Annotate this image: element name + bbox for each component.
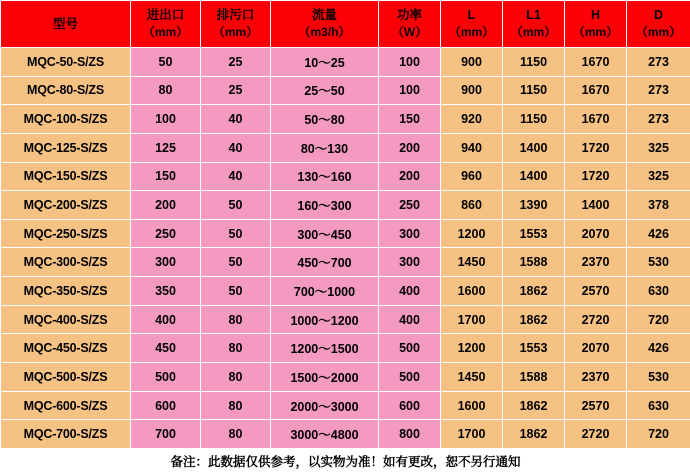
- cell-h: 2570: [565, 391, 627, 420]
- cell-inlet-outlet: 250: [131, 219, 201, 248]
- table-row: [1, 420, 690, 449]
- cell-h: 2070: [565, 334, 627, 363]
- cell-inlet-outlet: 50: [131, 48, 201, 77]
- cell-l: 1600: [441, 391, 503, 420]
- cell-model: MQC-350-S/ZS: [1, 277, 131, 306]
- cell-drain: 25: [201, 48, 271, 77]
- cell-d: 273: [627, 105, 690, 134]
- cell-l: 1450: [441, 248, 503, 277]
- cell-h: 1670: [565, 48, 627, 77]
- cell-flow: 160～300: [271, 191, 379, 220]
- header-cell-h: [565, 1, 627, 48]
- header-label: D: [653, 8, 664, 23]
- header-label: L: [467, 8, 476, 23]
- header-cell-power: [379, 1, 441, 48]
- cell-drain: 50: [201, 219, 271, 248]
- cell-drain: 40: [201, 133, 271, 162]
- cell-h: 1400: [565, 191, 627, 220]
- header-cell-d: [627, 1, 690, 48]
- cell-drain: 80: [201, 363, 271, 392]
- cell-flow: 1200～1500: [271, 334, 379, 363]
- cell-flow: 25～50: [271, 76, 379, 105]
- cell-h: 2570: [565, 277, 627, 306]
- header-label: 流量: [311, 8, 337, 23]
- cell-l: 1200: [441, 219, 503, 248]
- cell-d: 378: [627, 191, 690, 220]
- table-note-row: [1, 449, 690, 474]
- cell-drain: 80: [201, 391, 271, 420]
- cell-l1: 1862: [503, 420, 565, 449]
- cell-h: 1720: [565, 133, 627, 162]
- cell-drain: 40: [201, 162, 271, 191]
- cell-inlet-outlet: 100: [131, 105, 201, 134]
- cell-flow: 130～160: [271, 162, 379, 191]
- header-unit: （mm）: [212, 25, 259, 40]
- cell-h: 1670: [565, 105, 627, 134]
- cell-drain: 25: [201, 76, 271, 105]
- table-body: [1, 48, 690, 449]
- cell-l1: 1150: [503, 76, 565, 105]
- cell-power: 400: [379, 305, 441, 334]
- cell-l: 860: [441, 191, 503, 220]
- cell-d: 426: [627, 334, 690, 363]
- cell-l: 920: [441, 105, 503, 134]
- header-label: 型号: [52, 16, 78, 31]
- table-row: [1, 105, 690, 134]
- cell-l1: 1553: [503, 334, 565, 363]
- cell-l: 900: [441, 48, 503, 77]
- table-row: [1, 277, 690, 306]
- cell-d: 720: [627, 420, 690, 449]
- cell-l1: 1150: [503, 105, 565, 134]
- cell-drain: 80: [201, 334, 271, 363]
- header-label: 排污口: [216, 8, 255, 23]
- cell-flow: 3000～4800: [271, 420, 379, 449]
- table-row: [1, 191, 690, 220]
- cell-d: 720: [627, 305, 690, 334]
- header-cell-inlet-outlet: [131, 1, 201, 48]
- cell-d: 273: [627, 76, 690, 105]
- cell-power: 400: [379, 277, 441, 306]
- cell-drain: 50: [201, 277, 271, 306]
- table-row: [1, 305, 690, 334]
- cell-l: 940: [441, 133, 503, 162]
- cell-d: 325: [627, 162, 690, 191]
- cell-inlet-outlet: 400: [131, 305, 201, 334]
- table-row: [1, 334, 690, 363]
- cell-inlet-outlet: 500: [131, 363, 201, 392]
- cell-l1: 1400: [503, 133, 565, 162]
- table-note: 备注：此数据仅供参考，以实物为准！如有更改，恕不另行通知: [1, 449, 690, 474]
- header-cell-l: [441, 1, 503, 48]
- cell-model: MQC-300-S/ZS: [1, 248, 131, 277]
- cell-h: 1720: [565, 162, 627, 191]
- cell-flow: 700～1000: [271, 277, 379, 306]
- cell-l1: 1553: [503, 219, 565, 248]
- header-label: H: [590, 8, 601, 23]
- cell-flow: 450～700: [271, 248, 379, 277]
- cell-l1: 1150: [503, 48, 565, 77]
- cell-l: 1600: [441, 277, 503, 306]
- cell-power: 300: [379, 219, 441, 248]
- header-cell-l1: [503, 1, 565, 48]
- cell-l: 960: [441, 162, 503, 191]
- cell-inlet-outlet: 125: [131, 133, 201, 162]
- cell-l: 900: [441, 76, 503, 105]
- cell-inlet-outlet: 350: [131, 277, 201, 306]
- table-row: [1, 48, 690, 77]
- cell-model: MQC-200-S/ZS: [1, 191, 131, 220]
- cell-power: 500: [379, 363, 441, 392]
- cell-model: MQC-700-S/ZS: [1, 420, 131, 449]
- header-cell-drain: [201, 1, 271, 48]
- cell-h: 2070: [565, 219, 627, 248]
- cell-power: 600: [379, 391, 441, 420]
- cell-l1: 1400: [503, 162, 565, 191]
- cell-inlet-outlet: 700: [131, 420, 201, 449]
- header-unit: （mm）: [142, 25, 189, 40]
- header-unit: （mm）: [510, 25, 557, 40]
- cell-drain: 50: [201, 248, 271, 277]
- cell-power: 150: [379, 105, 441, 134]
- table-row: [1, 391, 690, 420]
- cell-power: 100: [379, 76, 441, 105]
- cell-inlet-outlet: 450: [131, 334, 201, 363]
- cell-d: 426: [627, 219, 690, 248]
- header-label: 进出口: [146, 8, 185, 23]
- cell-h: 1670: [565, 76, 627, 105]
- cell-l: 1700: [441, 305, 503, 334]
- cell-flow: 2000～3000: [271, 391, 379, 420]
- table-row: [1, 76, 690, 105]
- cell-model: MQC-500-S/ZS: [1, 363, 131, 392]
- cell-l1: 1588: [503, 363, 565, 392]
- cell-inlet-outlet: 80: [131, 76, 201, 105]
- cell-l: 1450: [441, 363, 503, 392]
- table-header-row: [1, 1, 690, 48]
- cell-power: 800: [379, 420, 441, 449]
- table-row: [1, 219, 690, 248]
- cell-flow: 1000～1200: [271, 305, 379, 334]
- cell-inlet-outlet: 300: [131, 248, 201, 277]
- cell-model: MQC-125-S/ZS: [1, 133, 131, 162]
- table-row: [1, 363, 690, 392]
- table-row: [1, 248, 690, 277]
- cell-l1: 1862: [503, 277, 565, 306]
- cell-l: 1200: [441, 334, 503, 363]
- cell-l1: 1862: [503, 391, 565, 420]
- cell-power: 250: [379, 191, 441, 220]
- cell-d: 325: [627, 133, 690, 162]
- cell-flow: 1500～2000: [271, 363, 379, 392]
- cell-d: 530: [627, 248, 690, 277]
- header-unit: （mm）: [572, 25, 619, 40]
- header-cell-flow: [271, 1, 379, 48]
- cell-inlet-outlet: 600: [131, 391, 201, 420]
- cell-model: MQC-600-S/ZS: [1, 391, 131, 420]
- table-row: [1, 162, 690, 191]
- cell-flow: 300～450: [271, 219, 379, 248]
- cell-h: 2720: [565, 420, 627, 449]
- table-row: [1, 133, 690, 162]
- cell-model: MQC-50-S/ZS: [1, 48, 131, 77]
- header-label: L1: [526, 8, 541, 23]
- cell-h: 2370: [565, 248, 627, 277]
- cell-h: 2370: [565, 363, 627, 392]
- cell-drain: 80: [201, 305, 271, 334]
- cell-flow: 80～130: [271, 133, 379, 162]
- header-unit: （mm）: [448, 25, 495, 40]
- cell-drain: 80: [201, 420, 271, 449]
- cell-h: 2720: [565, 305, 627, 334]
- header-cell-model: [1, 1, 131, 48]
- cell-l1: 1588: [503, 248, 565, 277]
- cell-power: 200: [379, 162, 441, 191]
- cell-inlet-outlet: 150: [131, 162, 201, 191]
- cell-power: 300: [379, 248, 441, 277]
- cell-d: 630: [627, 277, 690, 306]
- cell-model: MQC-80-S/ZS: [1, 76, 131, 105]
- cell-flow: 50～80: [271, 105, 379, 134]
- cell-l: 1700: [441, 420, 503, 449]
- cell-d: 273: [627, 48, 690, 77]
- cell-drain: 50: [201, 191, 271, 220]
- cell-d: 630: [627, 391, 690, 420]
- cell-power: 100: [379, 48, 441, 77]
- cell-model: MQC-450-S/ZS: [1, 334, 131, 363]
- cell-power: 500: [379, 334, 441, 363]
- cell-drain: 40: [201, 105, 271, 134]
- cell-flow: 10～25: [271, 48, 379, 77]
- cell-d: 530: [627, 363, 690, 392]
- cell-power: 200: [379, 133, 441, 162]
- cell-model: MQC-250-S/ZS: [1, 219, 131, 248]
- cell-model: MQC-100-S/ZS: [1, 105, 131, 134]
- header-label: 功率: [396, 8, 422, 23]
- cell-model: MQC-150-S/ZS: [1, 162, 131, 191]
- cell-inlet-outlet: 200: [131, 191, 201, 220]
- header-unit: （m3/h）: [298, 25, 351, 40]
- cell-l1: 1862: [503, 305, 565, 334]
- cell-model: MQC-400-S/ZS: [1, 305, 131, 334]
- cell-l1: 1390: [503, 191, 565, 220]
- header-unit: （mm）: [635, 25, 682, 40]
- header-unit: （W）: [391, 25, 428, 40]
